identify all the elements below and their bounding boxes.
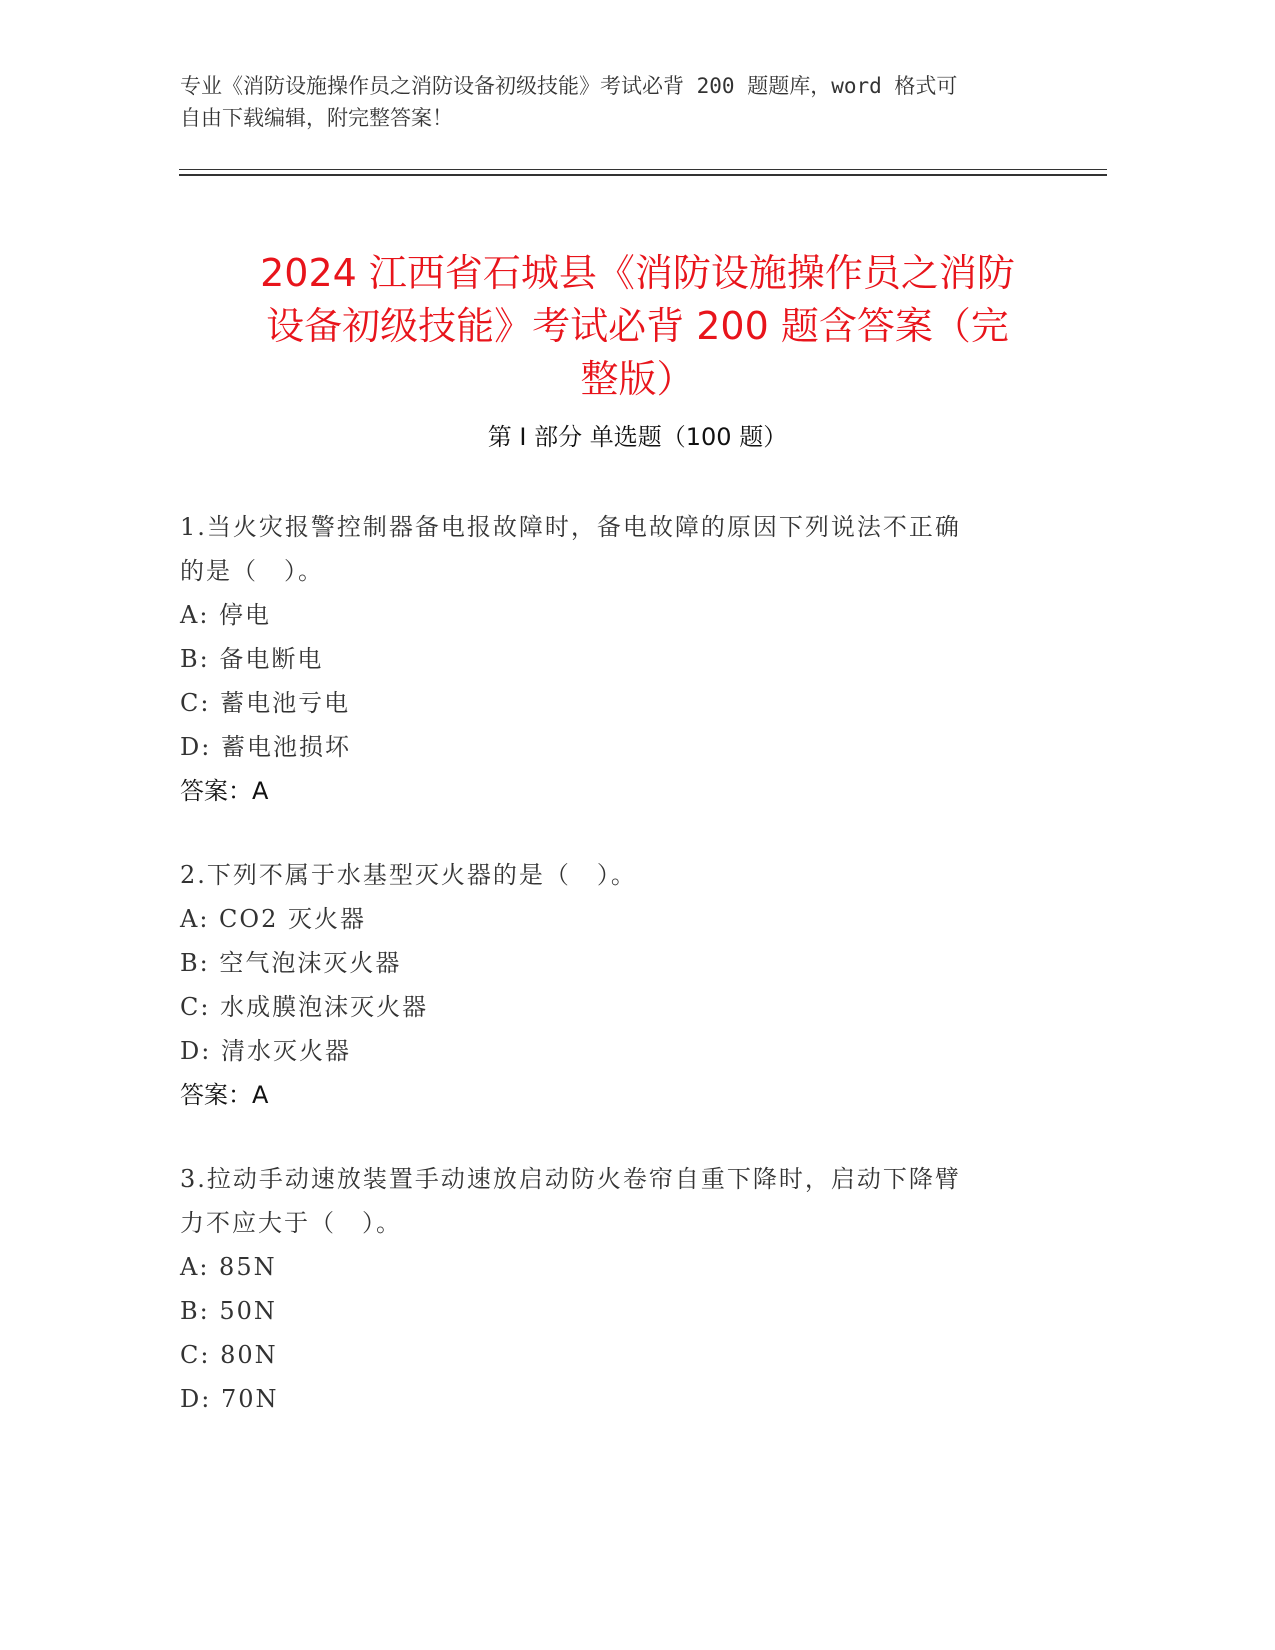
question-stem-line: 1.当火灾报警控制器备电报故障时，备电故障的原因下列说法不正确 [180, 513, 961, 541]
answer-line: 答案：A [180, 777, 269, 805]
option-b: B: 50N [180, 1297, 277, 1325]
question-stem-line: 3.拉动手动速放装置手动速放启动防火卷帘自重下降时，启动下降臂 [180, 1165, 961, 1193]
option-c: C: 蓄电池亏电 [180, 689, 351, 717]
header-divider-thin [179, 169, 1107, 170]
document-title [170, 247, 1105, 406]
question-list [180, 505, 1060, 1461]
header-note-line-2: 自由下载编辑，附完整答案！ [180, 106, 453, 130]
title-line-3: 整版） [580, 357, 695, 402]
option-b: B: 备电断电 [180, 645, 324, 673]
answer-line: 答案：A [180, 1081, 269, 1109]
option-d: D: 清水灭火器 [180, 1037, 351, 1065]
option-c: C: 80N [180, 1341, 278, 1369]
option-b: B: 空气泡沫灭火器 [180, 949, 402, 977]
question-stem-line: 2.下列不属于水基型灭火器的是（ ）。 [180, 861, 637, 889]
option-a: A: 停电 [180, 601, 272, 629]
option-a: A: 85N [180, 1253, 277, 1281]
option-d: D: 70N [180, 1385, 279, 1413]
title-line-1: 2024 江西省石城县《消防设施操作员之消防 [260, 251, 1015, 296]
section-heading: 第 I 部分 单选题（100 题） [487, 423, 788, 451]
question-2 [180, 853, 1060, 1117]
header-note-line-1: 专业《消防设施操作员之消防设备初级技能》考试必背 200 题题库，word 格式可 [180, 74, 958, 98]
option-a: A: CO2 灭火器 [180, 905, 366, 933]
question-stem-line: 力不应大于（ ）。 [180, 1209, 402, 1237]
title-line-2: 设备初级技能》考试必背 200 题含答案（完 [266, 304, 1009, 349]
question-1 [180, 505, 1060, 813]
question-stem-line: 的是（ ）。 [180, 557, 324, 585]
question-3 [180, 1157, 1060, 1421]
option-c: C: 水成膜泡沫灭火器 [180, 993, 429, 1021]
document-header-note [180, 70, 1060, 134]
option-d: D: 蓄电池损坏 [180, 733, 351, 761]
header-divider-thick [179, 174, 1107, 176]
